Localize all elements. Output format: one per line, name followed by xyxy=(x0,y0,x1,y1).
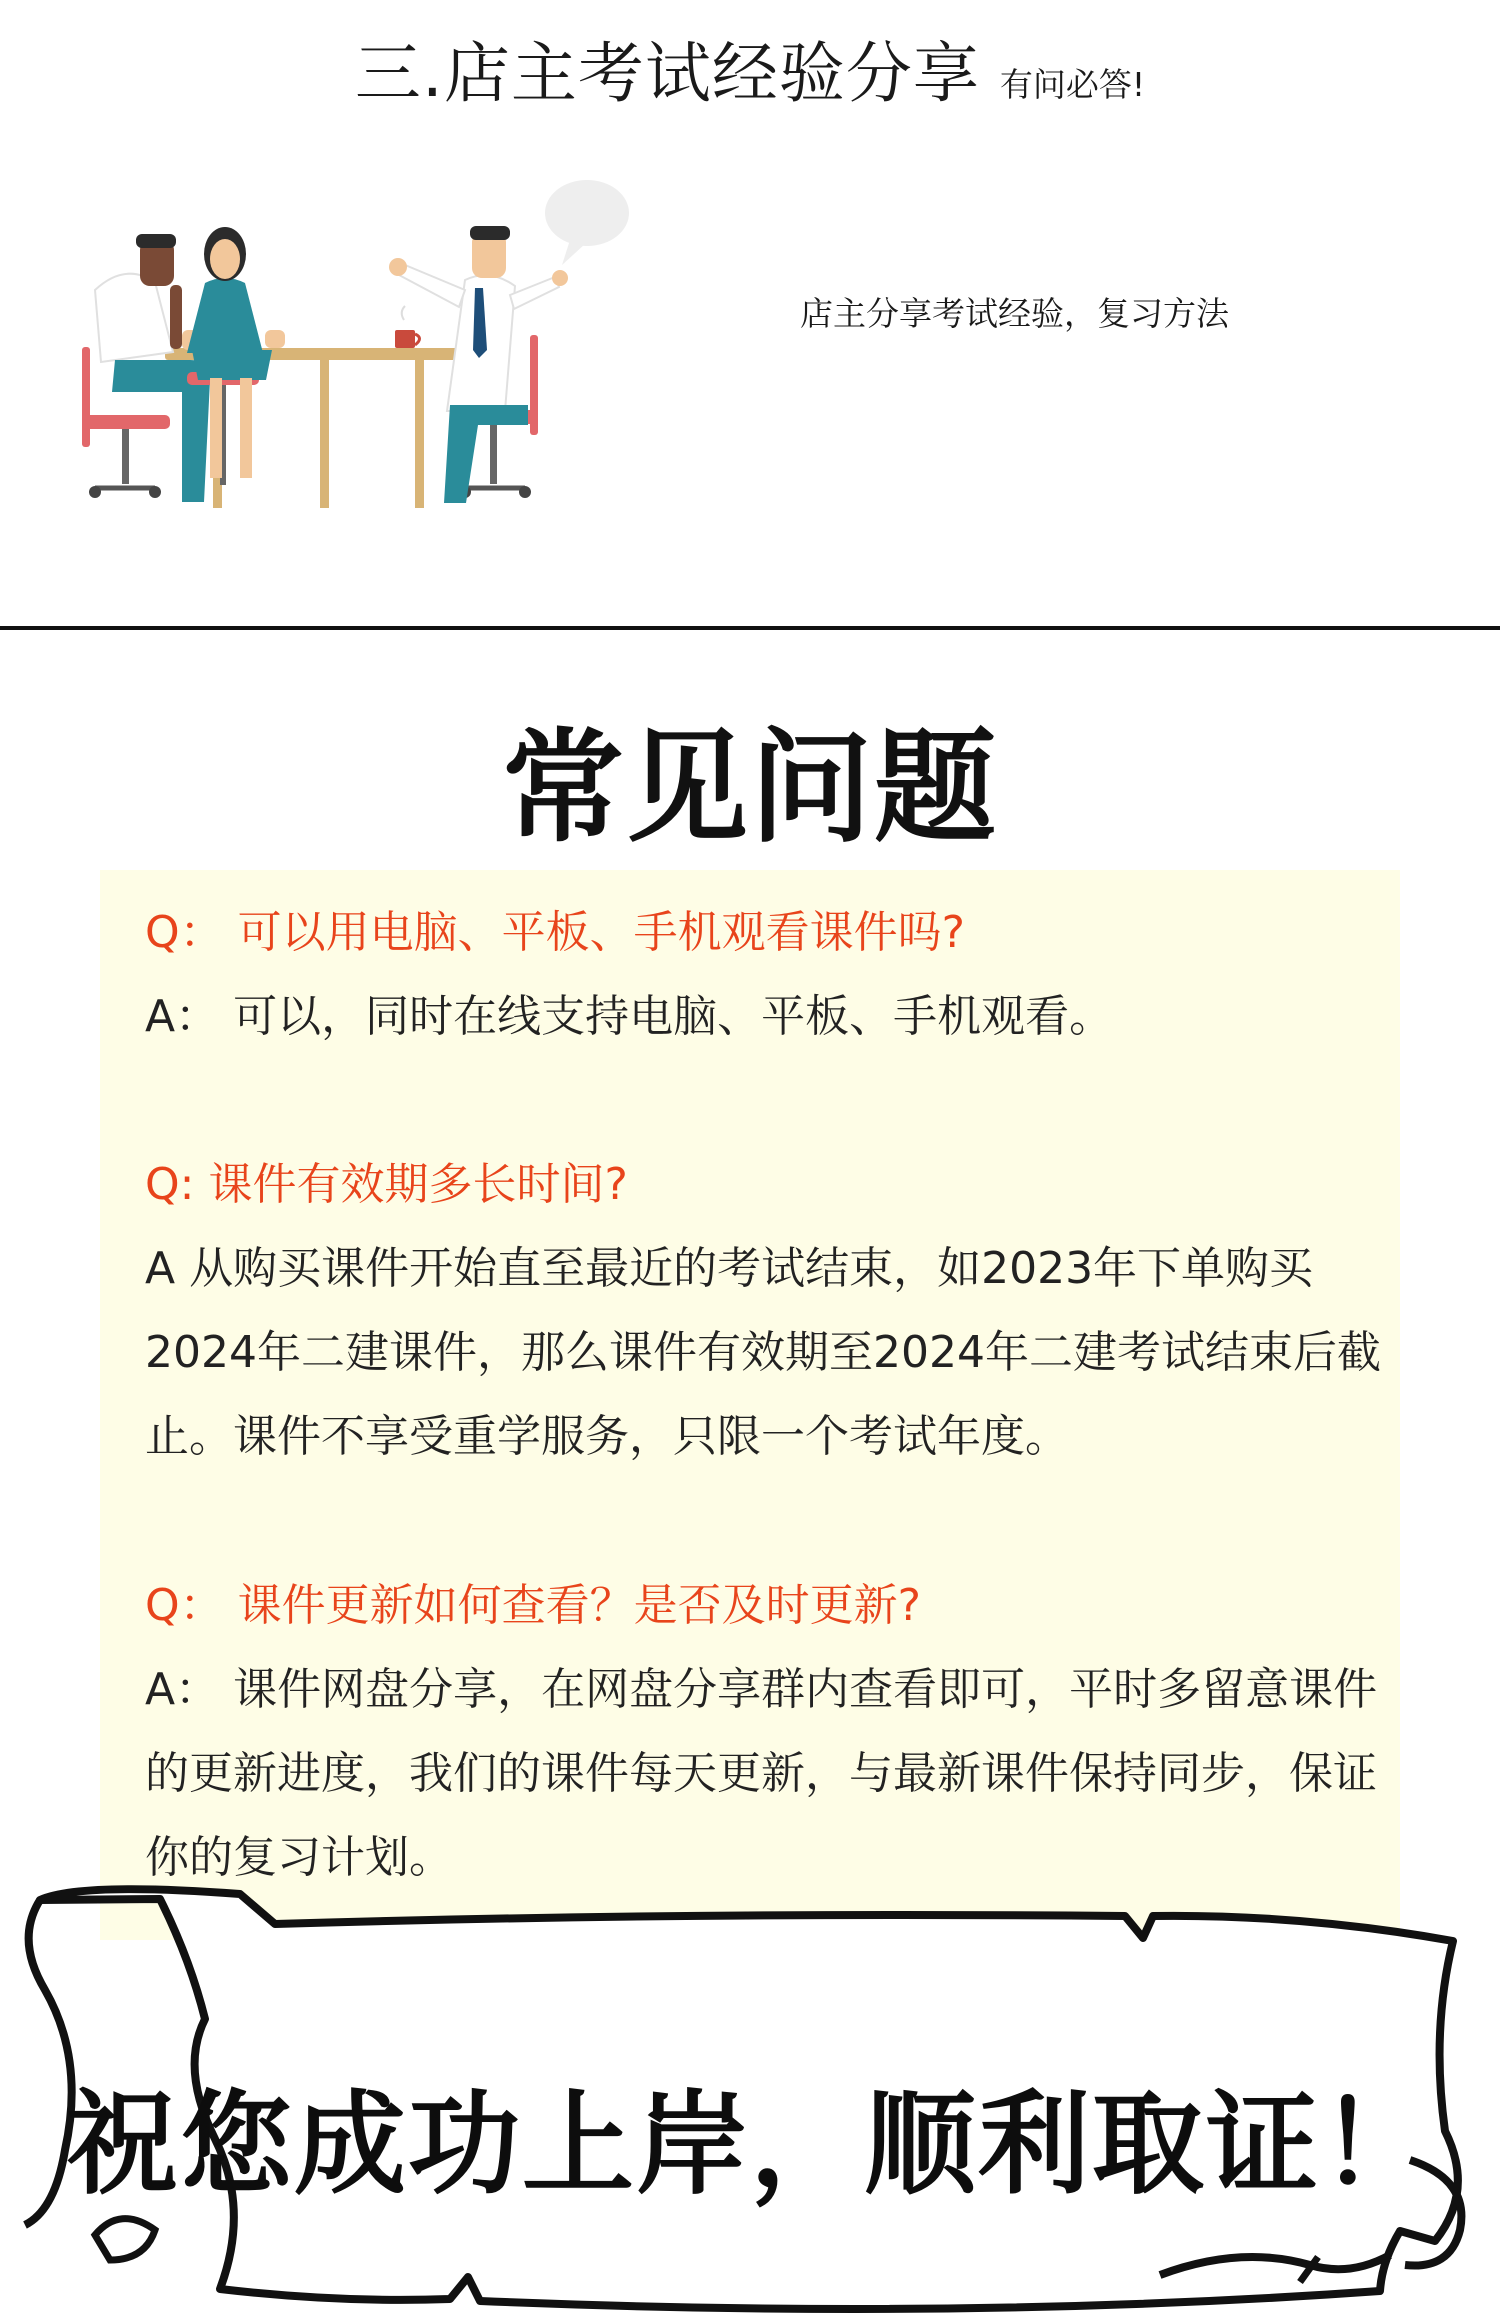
banner-slogan: 祝您成功上岸，顺利取证！ xyxy=(66,2080,1434,2210)
faq-item xyxy=(145,905,1405,1059)
faq-question: Q： 可以用电脑、平板、手机观看课件吗? xyxy=(145,907,965,958)
faq-question: Q： 课件更新如何查看？是否及时更新? xyxy=(145,1580,921,1631)
meeting-illustration xyxy=(70,170,650,510)
faq-item xyxy=(145,1157,1405,1479)
faq-title: 常见问题 xyxy=(502,717,998,859)
speech-bubble-icon xyxy=(545,180,629,265)
faq-question: Q: 课件有效期多长时间? xyxy=(145,1159,628,1210)
share-caption: 店主分享考试经验，复习方法 xyxy=(800,294,1229,333)
section-header xyxy=(0,20,1500,115)
faq-item xyxy=(145,1578,1405,1900)
faq-answer: A： 可以，同时在线支持电脑、平板、手机观看。 xyxy=(145,991,1114,1042)
faq-answer: A 从购买课件开始直至最近的考试结束，如2023年下单购买2024年二建课件，那么课件有效期至2024年二建考试结束后截止。课件不享受重学服务，只限一个考试年度。 xyxy=(145,1243,1381,1462)
section-subtitle: 有问必答! xyxy=(999,65,1146,104)
section-title: 三.店主考试经验分享 xyxy=(354,35,980,112)
section-divider xyxy=(0,626,1500,630)
faq-answer: A： 课件网盘分享，在网盘分享群内查看即可，平时多留意课件的更新进度，我们的课件每天更新，与最新课件保持同步，保证你的复习计划。 xyxy=(145,1664,1378,1883)
